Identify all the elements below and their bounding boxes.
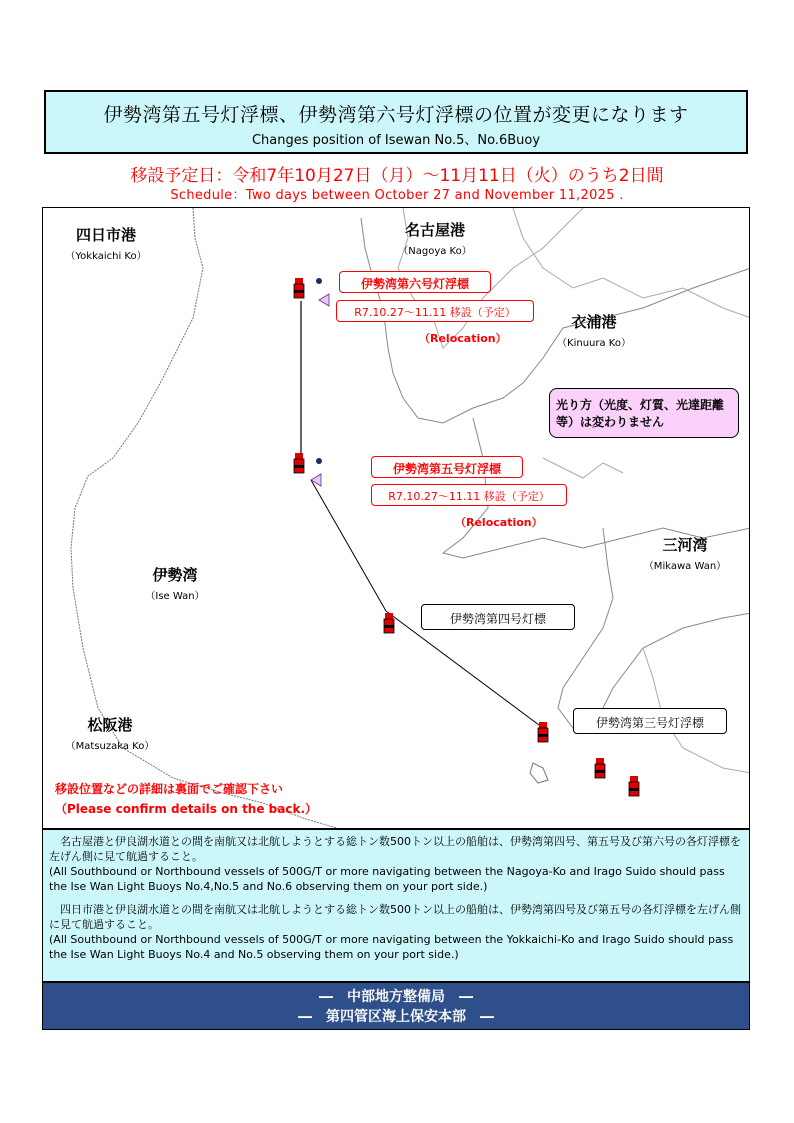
place-kinuura: 衣浦港 （Kinuura Ko） [557, 313, 631, 349]
footer [42, 982, 750, 1030]
buoy6-icon [294, 278, 329, 306]
place-mikawa-wan: 三河湾 （Mikawa Wan） [643, 536, 727, 572]
confirm-en: （Please confirm details on the back.） [55, 802, 318, 816]
footer-line2: ― 第四管区海上保安本部 ― [298, 1009, 494, 1025]
title-box [44, 90, 748, 154]
buoy5-period-box: R7.10.27～11.11 移設（予定） [371, 484, 567, 506]
schedule-jp: 移設予定日：令和7年10月27日（月）～11月11日（火）のうち2日間 [130, 166, 664, 186]
buoy3-label: 伊勢湾第三号灯浮標 [573, 708, 727, 734]
footer-line1: ― 中部地方整備局 ― [319, 989, 473, 1005]
buoy5-relocation: （Relocation） [455, 516, 543, 529]
place-nagoya: 名古屋港 （Nagoya Ko） [398, 221, 472, 257]
place-matsuzaka: 松阪港 （Matsuzaka Ko） [65, 716, 155, 752]
buoy6-period-box: R7.10.27～11.11 移設（予定） [336, 300, 534, 322]
buoy4-icon [384, 613, 394, 633]
note1-en: (All Southbound or Northbound vessels of 500G/T or more navigating between the Nagoya-Ko and Irago Suido should pass the Ise Wan Light Buoys No.4,No.5 and No.6 observing them on your port side.) [49, 865, 725, 893]
place-yokkaichi: 四日市港 （Yokkaichi Ko） [65, 226, 147, 262]
confirm-details [55, 779, 317, 819]
note2-en: (All Southbound or Northbound vessels of 500G/T or more navigating between the Yokkaichi-Ko and Irago Suido should pass the Ise Wan Light Buoys No.4 and No.5 observing them on your port side.) [49, 933, 734, 961]
navigation-notes [42, 829, 750, 982]
buoy-extra-1-icon [595, 758, 605, 778]
buoy5-name-box: 伊勢湾第五号灯浮標 [371, 456, 523, 478]
buoy4-label: 伊勢湾第四号灯標 [421, 604, 575, 630]
buoy6-relocation: （Relocation） [419, 332, 507, 345]
map [42, 207, 750, 829]
schedule-en: Schedule：Two days between October 27 and November 11,2025 . [170, 188, 624, 203]
buoy5-icon [294, 453, 322, 486]
title-jp: 伊勢湾第五号灯浮標、伊勢湾第六号灯浮標の位置が変更になります [103, 104, 689, 126]
buoy3-icon [538, 722, 548, 742]
note1-jp: 名古屋港と伊良湖水道との間を南航又は北航しようとする総トン数500トン以上の船舶は、伊勢湾第四号、第五号及び第六号の各灯浮標を左げん側に見て航過すること。 [49, 835, 741, 863]
note2-jp: 四日市港と伊良湖水道との間を南航又は北航しようとする総トン数500トン以上の船舶は、伊勢湾第四号及び第五号の各灯浮標を左げん側に見て航過すること。 [49, 903, 741, 931]
title-en: Changes position of Isewan No.5、No.6Buoy [251, 133, 541, 148]
place-ise-wan: 伊勢湾 （Ise Wan） [145, 566, 205, 602]
light-characteristics-note: 光り方（光度、灯質、光達距離等）は変わりません [549, 388, 739, 438]
confirm-jp: 移設位置などの詳細は裏面でご確認下さい [55, 782, 284, 796]
buoy-extra-2-icon [629, 776, 639, 796]
buoy6-name-box: 伊勢湾第六号灯浮標 [339, 271, 491, 293]
